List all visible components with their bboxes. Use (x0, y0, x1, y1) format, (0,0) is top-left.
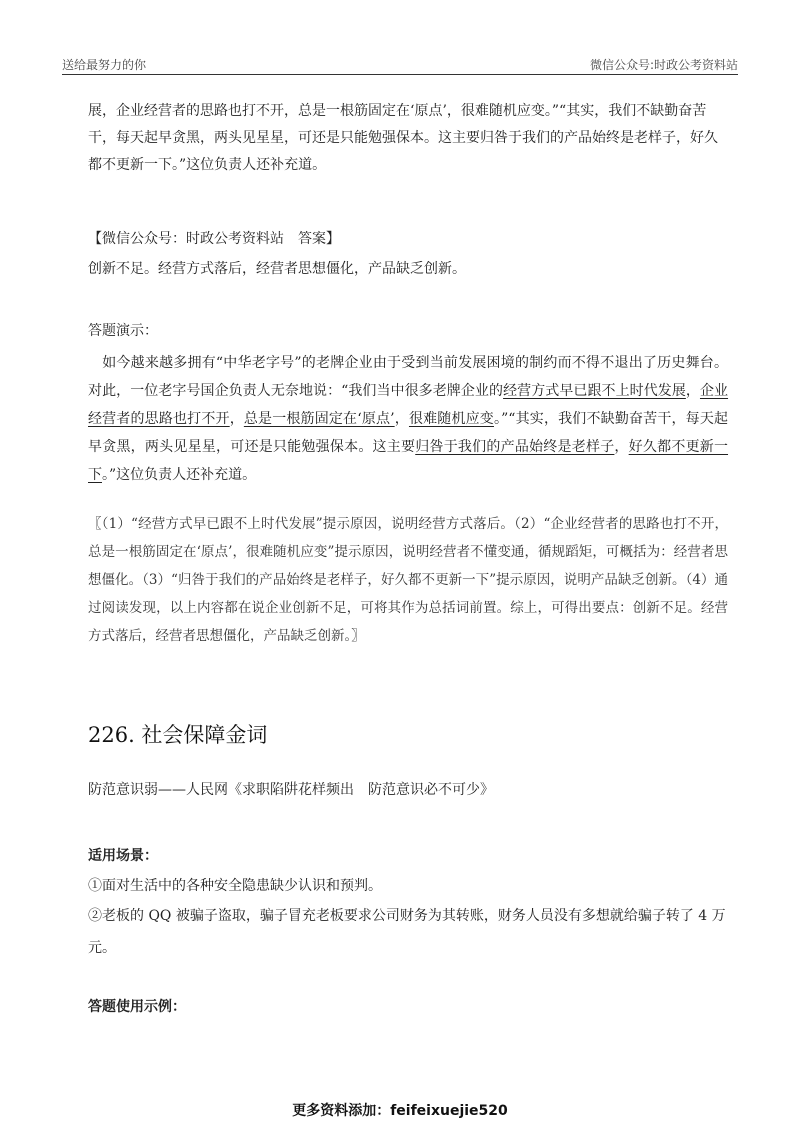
source-line: 防范意识弱——人民网《求职陷阱花样频出 防范意识必不可少》 (88, 782, 494, 798)
demo-text-7: 。”这位负责人还补充道。 (102, 467, 257, 483)
demo-label: 答题演示： (88, 323, 158, 339)
demo-paragraph (88, 349, 728, 489)
scenarios-label: 适用场景： (88, 848, 158, 864)
demo-text-4: ， (394, 411, 409, 427)
demo-text-2: ， (685, 383, 700, 399)
demo-underline-6: 好久都不更新一下 (88, 439, 729, 483)
scenario-2: ②老板的 QQ 被骗子盗取，骗子冒充老板要求公司财务为其转账，财务人员没有多想就给骗子转了 4 万元。 (88, 908, 726, 956)
demo-text-6: ， (614, 439, 629, 455)
demo-underline-5: 归咎于我们的产品始终是老样子 (415, 439, 615, 455)
demo-text-1: 如今越来越多拥有“中华老字号”的老牌企业由于受到当前发展困境的制约而不得不退出了历史舞台。对此，一位老字号国企负责人无奈地说：“我们当中很多老牌企业的 (88, 355, 728, 399)
answer-label: 【微信公众号：时政公考资料站 答案】 (88, 231, 340, 247)
demo-underline-3: 总是一根筋固定在‘原点’ (243, 411, 395, 427)
answer-text: 创新不足。经营方式落后，经营者思想僵化，产品缺乏创新。 (88, 261, 466, 277)
demo-text-3: ， (229, 411, 244, 427)
demo-underline-4: 很难随机应变 (408, 411, 494, 427)
header-right-text: 微信公众号:时政公考资料站 (589, 58, 738, 72)
header-left-text: 送给最努力的你 (62, 58, 147, 72)
usage-label: 答题使用示例： (88, 999, 186, 1015)
scenario-1: ①面对生活中的各种安全隐患缺少认识和预判。 (88, 878, 382, 894)
page-footer: 更多资料添加：feifeixuejie520 (292, 1103, 508, 1119)
intro-paragraph: 展，企业经营者的思路也打不开，总是一根筋固定在‘原点’，很难随机应变。”“其实，我们不缺勤奋苦干，每天起早贪黑，两头见星星，可还是只能勉强保本。这主要归咎于我们的产品始终是老样子，好久都不更新一下。”这位负责人还补充道。 (88, 103, 718, 173)
page-header (62, 56, 738, 75)
demo-underline-2: 企业经营者的思路也打不开 (88, 383, 729, 427)
section-title: 226. 社会保障金词 (88, 723, 268, 747)
demo-underline-1: 经营方式早已跟不上时代发展 (503, 383, 686, 399)
analysis-note: 〖（1）“经营方式早已跟不上时代发展”提示原因，说明经营方式落后。（2）“企业经营者的思路也打不开，总是一根筋固定在‘原点’，很难随机应变”提示原因，说明经营者不懂变通，循规蹈矩，可概括为：经营者思想僵化。（3）“归咎于我们的产品始终是老样子，好久都不更新一下”提示原因，说明产品缺乏创新。（4）通过阅读发现，以上内容都在说企业创新不足，可将其作为总括词前置。综上，可得出要点：创新不足。经营方式落后，经营者思想僵化，产品缺乏创新。〗 (88, 516, 728, 644)
demo-text-5: 。”“其实，我们不缺勤奋苦干，每天起早贪黑，两头见星星，可还是只能勉强保本。这主要 (88, 411, 728, 455)
